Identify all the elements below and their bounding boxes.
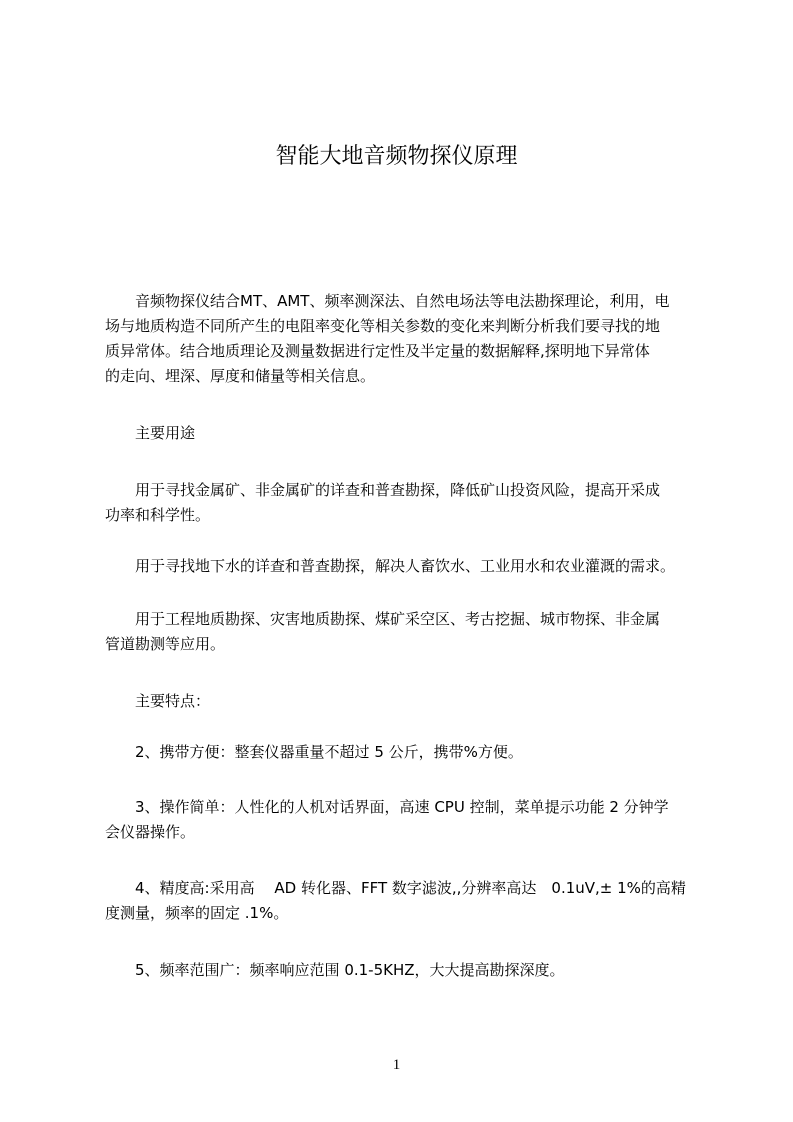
feature-line: 4、精度高:采用高 AD 转化器、FFT 数字滤波,,分辨率高达 0.1uV,± 1%的高精 — [105, 879, 686, 897]
document-title: 智能大地音频物探仪原理 — [275, 144, 518, 169]
feature-line: 3、操作简单：人性化的人机对话界面，高速 CPU 控制，菜单提示功能 2 分钟学 — [105, 798, 669, 816]
use-paragraph-1 — [105, 478, 705, 528]
intro-line: 音频物探仪结合MT、AMT、频率测深法、自然电场法等电法勘探理论，利用，电 — [105, 292, 670, 310]
feature-5 — [105, 958, 705, 983]
feature-line: 5、频率范围广：频率响应范围 0.1-5KHZ，大大提高勘探深度。 — [105, 961, 565, 979]
feature-line: 会仪器操作。 — [105, 823, 196, 841]
intro-paragraph — [105, 289, 705, 389]
feature-line: 度测量，频率的固定 .1%。 — [105, 904, 289, 922]
uses-heading-text: 主要用途 — [105, 424, 196, 442]
features-heading-text: 主要特点： — [105, 692, 211, 710]
intro-line: 质异常体。结合地质理论及测量数据进行定性及半定量的数据解释,探明地下异常体 — [105, 342, 650, 360]
use-line: 用于工程地质勘探、灾害地质勘探、煤矿采空区、考古挖掘、城市物探、非金属 — [105, 610, 661, 628]
features-heading — [105, 689, 705, 714]
use-line: 功率和科学性。 — [105, 506, 211, 524]
intro-line: 场与地质构造不同所产生的电阻率变化等相关参数的变化来判断分析我们要寻找的地 — [105, 317, 661, 335]
feature-3 — [105, 795, 705, 845]
use-line: 用于寻找金属矿、非金属矿的详查和普查勘探，降低矿山投资风险，提高开采成 — [105, 481, 661, 499]
uses-heading — [105, 421, 705, 446]
use-paragraph-3 — [105, 607, 705, 657]
intro-line: 的走向、埋深、厚度和储量等相关信息。 — [105, 367, 376, 385]
page-number: 1 — [392, 1057, 401, 1073]
use-line: 管道勘测等应用。 — [105, 635, 226, 653]
feature-2 — [105, 740, 705, 765]
feature-4 — [105, 876, 705, 926]
feature-line: 2、携带方便：整套仪器重量不超过 5 公斤，携带%方便。 — [105, 743, 523, 761]
use-line: 用于寻找地下水的详查和普查勘探，解决人畜饮水、工业用水和农业灌溉的需求。 — [105, 557, 676, 575]
use-paragraph-2 — [105, 554, 705, 579]
